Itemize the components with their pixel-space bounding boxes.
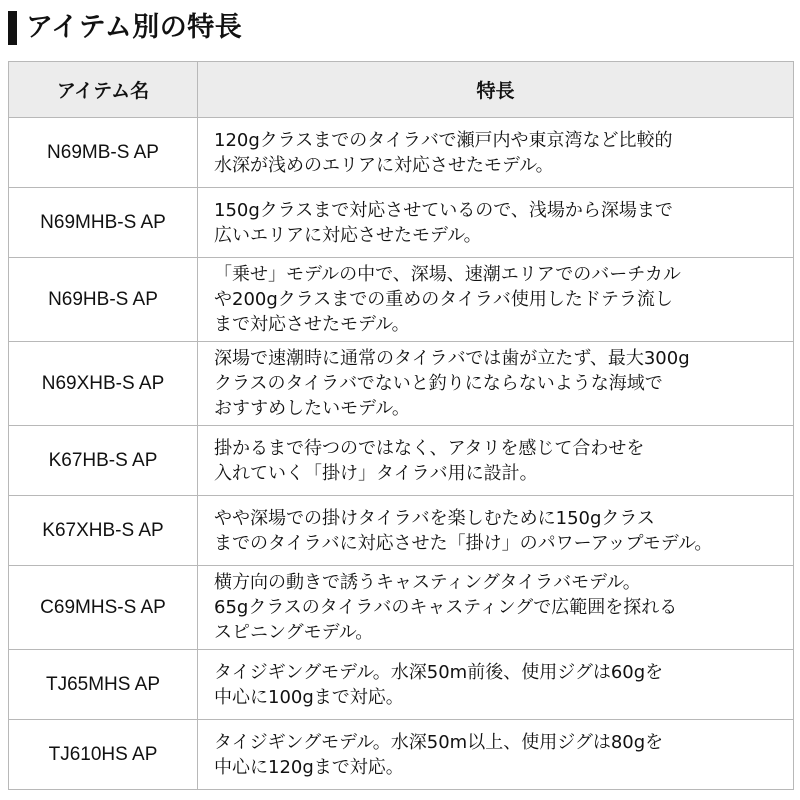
feature-line: 「乗せ」モデルの中で、深場、速潮エリアでのバーチカル	[214, 264, 681, 285]
feature-line: おすすめしたいモデル。	[214, 398, 410, 419]
item-feature-cell	[198, 426, 794, 496]
table-header-row	[9, 62, 794, 118]
feature-line: タイジギングモデル。水深50m以上、使用ジグは80gを	[214, 731, 664, 753]
page-title: アイテム別の特長	[26, 12, 243, 43]
title-accent-bar	[8, 11, 17, 45]
item-feature-cell	[198, 720, 794, 790]
column-header-item-name: アイテム名	[9, 62, 198, 118]
table-row	[9, 258, 794, 342]
feature-line: やや深場での掛けタイラバを楽しむために150gクラス	[214, 507, 655, 529]
item-feature-cell	[198, 496, 794, 566]
feature-line: 120gクラスまでのタイラバで瀬戸内や東京湾など比較的	[214, 129, 673, 151]
item-name-cell: N69MHB-S AP	[9, 188, 198, 258]
feature-line: 横方向の動きで誘うキャスティングタイラバモデル。	[214, 572, 641, 593]
item-name-cell: K67XHB-S AP	[9, 496, 198, 566]
table-row	[9, 720, 794, 790]
feature-line: 中心に120gまで対応。	[214, 756, 404, 778]
feature-line: 65gクラスのタイラバのキャスティングで広範囲を探れる	[214, 597, 678, 618]
feature-line: 深場で速潮時に通常のタイラバでは歯が立たず、最大300g	[214, 348, 690, 369]
feature-line: クラスのタイラバでないと釣りにならないような海域で	[214, 373, 663, 394]
feature-line: 広いエリアに対応させたモデル。	[214, 224, 482, 246]
item-feature-cell	[198, 118, 794, 188]
feature-line: タイジギングモデル。水深50m前後、使用ジグは60gを	[214, 661, 664, 683]
table-row	[9, 496, 794, 566]
feature-line: 150gクラスまで対応させているので、浅場から深場まで	[214, 199, 673, 221]
item-name-cell: N69HB-S AP	[9, 258, 198, 342]
item-feature-cell	[198, 342, 794, 426]
feature-line: スピニングモデル。	[214, 622, 374, 643]
item-name-cell: C69MHS-S AP	[9, 566, 198, 650]
feature-line: や200gクラスまでの重めのタイラバ使用したドテラ流し	[214, 289, 673, 310]
item-name-cell: N69XHB-S AP	[9, 342, 198, 426]
item-feature-cell	[198, 188, 794, 258]
item-name-cell: K67HB-S AP	[9, 426, 198, 496]
column-header-feature: 特長	[198, 62, 794, 118]
table-row	[9, 188, 794, 258]
feature-line: までのタイラバに対応させた「掛け」のパワーアップモデル。	[214, 532, 713, 554]
item-feature-cell	[198, 258, 794, 342]
table-row	[9, 650, 794, 720]
feature-line: 入れていく「掛け」タイラバ用に設計。	[214, 462, 538, 484]
table-row	[9, 566, 794, 650]
feature-line: 水深が浅めのエリアに対応させたモデル。	[214, 154, 554, 176]
table-row	[9, 118, 794, 188]
item-name-cell: N69MB-S AP	[9, 118, 198, 188]
item-name-cell: TJ65MHS AP	[9, 650, 198, 720]
item-feature-cell	[198, 650, 794, 720]
table-row	[9, 342, 794, 426]
feature-line: 中心に100gまで対応。	[214, 686, 404, 708]
feature-line: まで対応させたモデル。	[214, 314, 410, 335]
item-feature-cell	[198, 566, 794, 650]
section-title-bar	[8, 8, 242, 48]
feature-line: 掛かるまで待つのではなく、アタリを感じて合わせを	[214, 437, 645, 459]
item-name-cell: TJ610HS AP	[9, 720, 198, 790]
item-features-table	[8, 61, 794, 790]
table-row	[9, 426, 794, 496]
